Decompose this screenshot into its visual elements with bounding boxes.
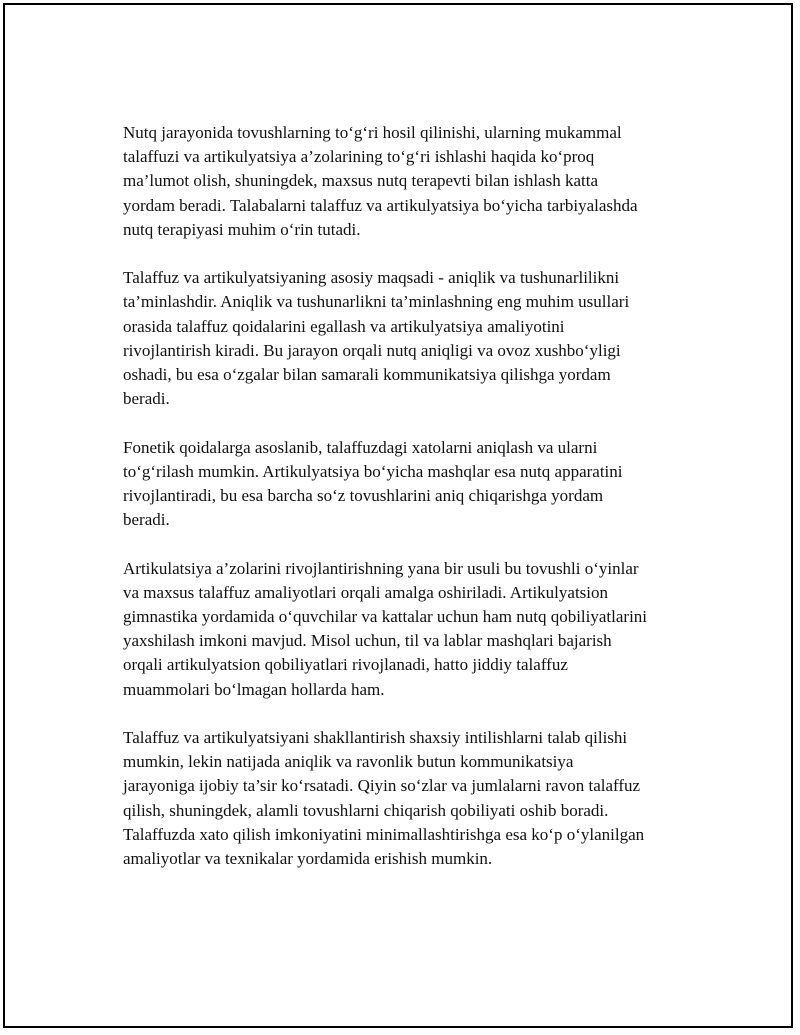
paragraph-4: Artikulatsiya a’zolarini rivojlantirishning yana bir usuli bu tovushli o‘yinlar va maxsus talaffuz amaliyotlari orqali amalga oshiriladi. Artikulyatsion gimnastika yordamida o‘quvchilar va kattalar uchun ham nutq qobiliyatlarini yaxshilash imkoni mavjud. Misol uchun, til va lablar mashqlari bajarish orqali artikulyatsion qobiliyatlari rivojlanadi, hatto jiddiy talaffuz muammolari bo‘lmagan hollarda ham. xyxy=(123,558,648,699)
page-frame xyxy=(3,3,793,1028)
paragraph-3: Fonetik qoidalarga asoslanib, talaffuzdagi xatolarni aniqlash va ularni to‘g‘rilash mumkin. Artikulyatsiya bo‘yicha mashqlar esa nutq apparatini rivojlantiradi, bu esa barcha so‘z tovushlarini aniq chiqarishga yordam beradi. xyxy=(123,437,623,530)
paragraph-2: Talaffuz va artikulyatsiyaning asosiy maqsadi - aniqlik va tushunarlilikni ta’minlashdir. Aniqlik va tushunarlikni ta’minlashning eng muhim usullari orasida talaffuz qoidalarini egallash va artikulyatsiya amaliyotini rivojlantirish kiradi. Bu jarayon orqali nutq aniqligi va ovoz xushbo‘yligi oshadi, bu esa o‘zgalar bilan samarali kommunikatsiya qilishga yordam beradi. xyxy=(123,268,630,409)
paragraph-5: Talaffuz va artikulyatsiyani shakllantirish shaxsiy intilishlarni talab qilishi mumkin, lekin natijada aniqlik va ravonlik butun kommunikatsiya jarayoniga ijobiy ta’sir ko‘rsatadi. Qiyin so‘zlar va jumlalarni ravon talaffuz qilish, shuningdek, alamli tovushlarni chiqarish qobiliyati oshib boradi. Talaffuzda xato qilish imkoniyatini minimallashtirishga esa ko‘p o‘ylanilgan amaliyotlar va texnikalar yordamida erishish mumkin. xyxy=(123,728,645,869)
paragraph-1: Nutq jarayonida tovushlarning to‘g‘ri hosil qilinishi, ularning mukammal talaffuzi va artikulyatsiya a’zolarining to‘g‘ri ishlashi haqida ko‘proq ma’lumot olish, shuningdek, maxsus nutq terapevti bilan ishlash katta yordam beradi. Talabalarni talaffuz va artikulyatsiya bo‘yicha tarbiyalashda nutq terapiyasi muhim o‘rin tutadi. xyxy=(123,123,638,239)
document-body xyxy=(123,121,713,895)
